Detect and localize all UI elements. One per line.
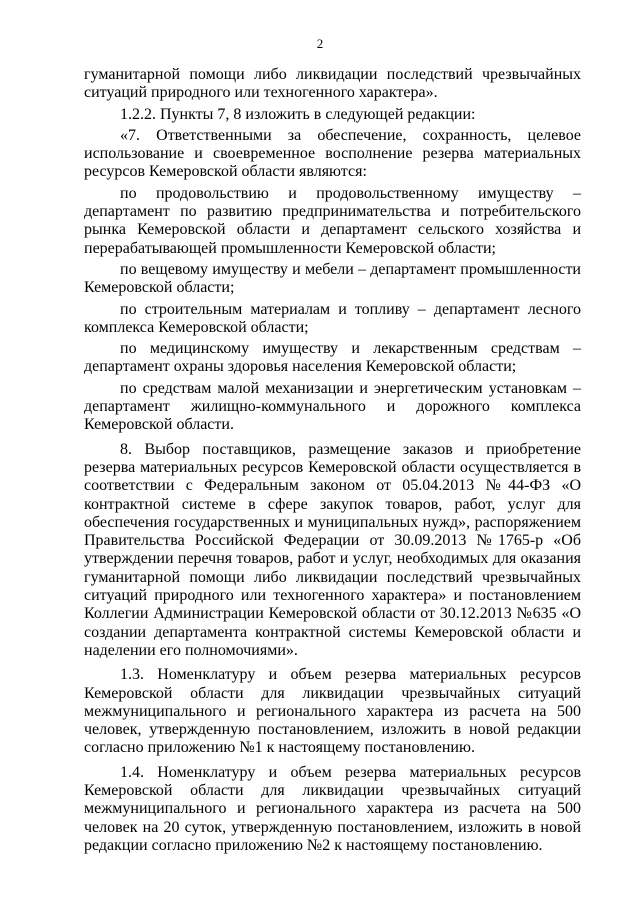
document-body (84, 66, 581, 858)
paragraph-item-8: 8. Выбор поставщиков, размещение заказов и приобретение резерва материальных ресурсов Кемеровской области осуществляется в соответствии с Федеральным законом от 05.04.2013 №44-ФЗ «О контрактной системе в сфере закупок товаров, работ, услуг для обеспечения государственных и муниципальных нужд», распоряжением Правительства Российской Федерации от 30.09.2013 №1765-р «Об утверждении перечня товаров, работ и услуг, необходимых для оказания гуманитарной помощи либо ликвидации последствий чрезвычайных ситуаций природного или техногенного характера» и постановлением Коллегии Администрации Кемеровской области от 30.12.2013 №635 «О создании департамента контрактной системы Кемеровской области и наделении его полномочиями». (84, 440, 581, 659)
paragraph-clothing-furniture: по вещевому имуществу и мебели – департамент промышленности Кемеровской области; (84, 260, 581, 297)
paragraph-1-3: 1.3. Номенклатуру и объем резерва материальных ресурсов Кемеровской области для ликвидации чрезвычайных ситуаций межмуниципального и регионального характера из расчета на 500 человек, утвержденную постановлением, изложить в новой редакции согласно приложению №1 к настоящему постановлению. (84, 666, 581, 757)
paragraph-1-2-2: 1.2.2. Пункты 7, 8 изложить в следующей редакции: (120, 105, 476, 123)
paragraph-continuation: гуманитарной помощи либо ликвидации последствий чрезвычайных ситуаций природного или техногенного характера». (84, 66, 581, 102)
paragraph-building-materials: по строительным материалам и топливу – департамент лесного комплекса Кемеровской области; (84, 300, 581, 336)
paragraph-medical-supplies: по медицинскому имуществу и лекарственным средствам – департамент охраны здоровья населения Кемеровской области; (84, 340, 581, 376)
page-number: 2 (316, 36, 324, 51)
paragraph-food-supplies: по продовольствию и продовольственному имуществу – департамент по развитию предпринимательства и потребительского рынка Кемеровской области и департамент сельского хозяйства и перерабатывающей промышленности Кемеровской области; (84, 184, 581, 257)
paragraph-1-4: 1.4. Номенклатуру и объем резерва материальных ресурсов Кемеровской области для ликвидации чрезвычайных ситуаций межмуниципального и регионального характера из расчета на 500 человек на 20 суток, утвержденную постановлением, изложить в новой редакции согласно приложению №2 к настоящему постановлению. (84, 763, 581, 854)
paragraph-item-7: «7. Ответственными за обеспечение, сохранность, целевое использование и своевременное восполнение резерва материальных ресурсов Кемеровской области являются: (84, 126, 581, 181)
paragraph-mechanization: по средствам малой механизации и энергетическим установкам – департамент жилищно-коммунального и дорожного комплекса Кемеровской области. (84, 379, 581, 434)
